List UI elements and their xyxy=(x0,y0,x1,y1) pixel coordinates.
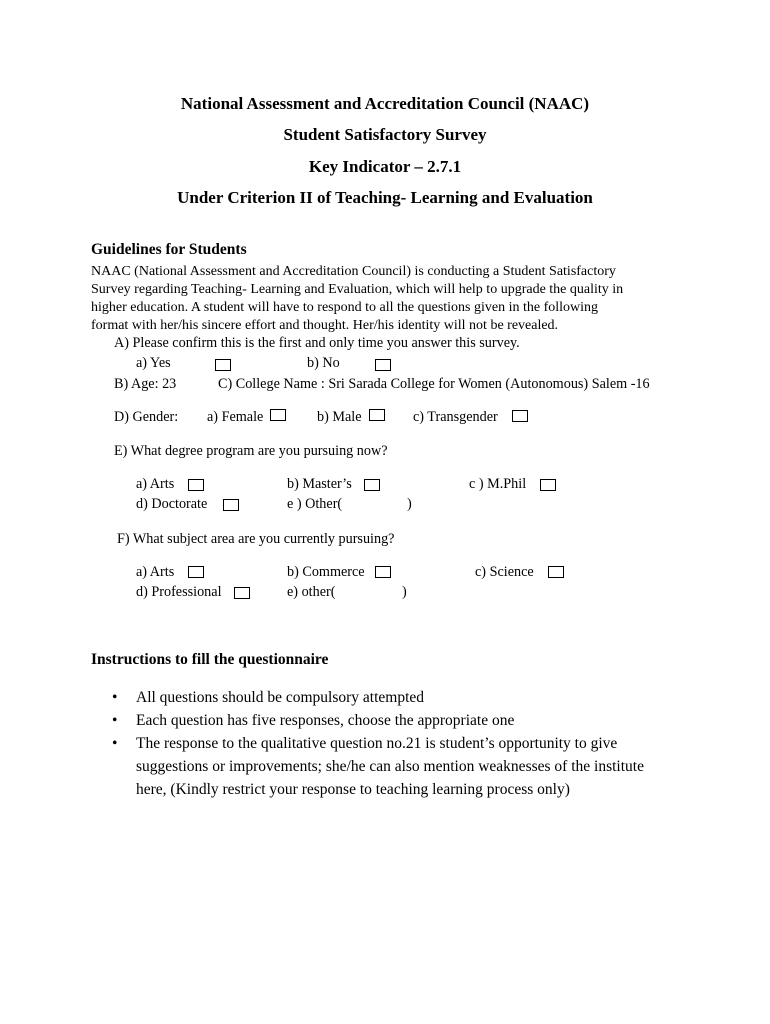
bullet-icon: • xyxy=(112,689,118,706)
subject-commerce-label: b) Commerce xyxy=(287,564,365,580)
degree-arts-checkbox[interactable] xyxy=(188,479,204,491)
list-item-continuation xyxy=(112,755,644,778)
guidelines-heading: Guidelines for Students xyxy=(91,241,247,258)
subject-professional-label: d) Professional xyxy=(136,584,222,600)
college-name: C) College Name : Sri Sarada College for Women (Autonomous) Salem -16 xyxy=(218,376,650,392)
degree-masters-label: b) Master’s xyxy=(287,476,352,492)
guidelines-line: Survey regarding Teaching- Learning and Evaluation, which will help to upgrade the quality in xyxy=(91,282,624,297)
guidelines-paragraph xyxy=(91,263,623,335)
no-checkbox[interactable] xyxy=(375,359,391,371)
question-f-text: F) What subject area are you currently pursuing? xyxy=(117,531,395,547)
degree-arts-label: a) Arts xyxy=(136,476,175,492)
survey-title: Student Satisfactory Survey xyxy=(283,125,487,144)
subject-professional-checkbox[interactable] xyxy=(234,587,250,599)
header-title: National Assessment and Accreditation Council (NAAC) xyxy=(180,94,590,113)
subject-other-label: e) other( xyxy=(287,584,336,600)
gender-male-label: b) Male xyxy=(317,409,362,425)
instruction-text: Each question has five responses, choose the appropriate one xyxy=(136,712,515,729)
list-item xyxy=(112,732,644,755)
criterion-title: Under Criterion II of Teaching- Learning and Evaluation xyxy=(177,188,593,207)
list-item-continuation xyxy=(112,778,644,801)
key-indicator: Key Indicator – 2.7.1 xyxy=(308,157,462,176)
subject-science-label: c) Science xyxy=(475,564,534,580)
degree-mphil-label: c ) M.Phil xyxy=(469,476,527,492)
option-no-label: b) No xyxy=(307,355,340,371)
question-a-text: A) Please confirm this is the first and only time you answer this survey. xyxy=(114,335,520,351)
option-yes-label: a) Yes xyxy=(136,355,171,371)
subject-commerce-checkbox[interactable] xyxy=(375,566,391,578)
gender-label: D) Gender: xyxy=(114,409,179,425)
degree-other-close: ) xyxy=(407,496,412,512)
instruction-text: The response to the qualitative question no.21 is student’s opportunity to give xyxy=(136,735,618,752)
guidelines-line: format with her/his sincere effort and thought. Her/his identity will not be revealed. xyxy=(91,318,559,333)
subject-arts-label: a) Arts xyxy=(136,564,175,580)
instructions-list xyxy=(112,686,644,801)
degree-other-label: e ) Other( xyxy=(287,496,343,512)
gender-transgender-label: c) Transgender xyxy=(413,409,498,425)
yes-checkbox[interactable] xyxy=(215,359,231,371)
instruction-text: here, (Kindly restrict your response to teaching learning process only) xyxy=(136,781,570,798)
degree-doctorate-checkbox[interactable] xyxy=(223,499,239,511)
guidelines-line: higher education. A student will have to respond to all the questions given in the following xyxy=(91,300,599,315)
instruction-text: suggestions or improvements; she/he can also mention weaknesses of the institute xyxy=(136,758,644,775)
degree-doctorate-label: d) Doctorate xyxy=(136,496,208,512)
list-item xyxy=(112,709,644,732)
subject-arts-checkbox[interactable] xyxy=(188,566,204,578)
degree-masters-checkbox[interactable] xyxy=(364,479,380,491)
gender-male-checkbox[interactable] xyxy=(369,409,385,421)
gender-transgender-checkbox[interactable] xyxy=(512,410,528,422)
bullet-icon: • xyxy=(112,712,118,729)
bullet-icon: • xyxy=(112,735,118,752)
age-field: B) Age: 23 xyxy=(114,376,177,392)
degree-mphil-checkbox[interactable] xyxy=(540,479,556,491)
gender-female-checkbox[interactable] xyxy=(270,409,286,421)
instructions-heading: Instructions to fill the questionnaire xyxy=(91,651,329,668)
list-item xyxy=(112,686,644,709)
subject-other-close: ) xyxy=(402,584,407,600)
gender-female-label: a) Female xyxy=(207,409,264,425)
question-e-text: E) What degree program are you pursuing now? xyxy=(114,443,388,459)
instruction-text: All questions should be compulsory attempted xyxy=(136,689,425,706)
subject-science-checkbox[interactable] xyxy=(548,566,564,578)
guidelines-line: NAAC (National Assessment and Accreditation Council) is conducting a Student Satisfactory xyxy=(91,264,616,279)
